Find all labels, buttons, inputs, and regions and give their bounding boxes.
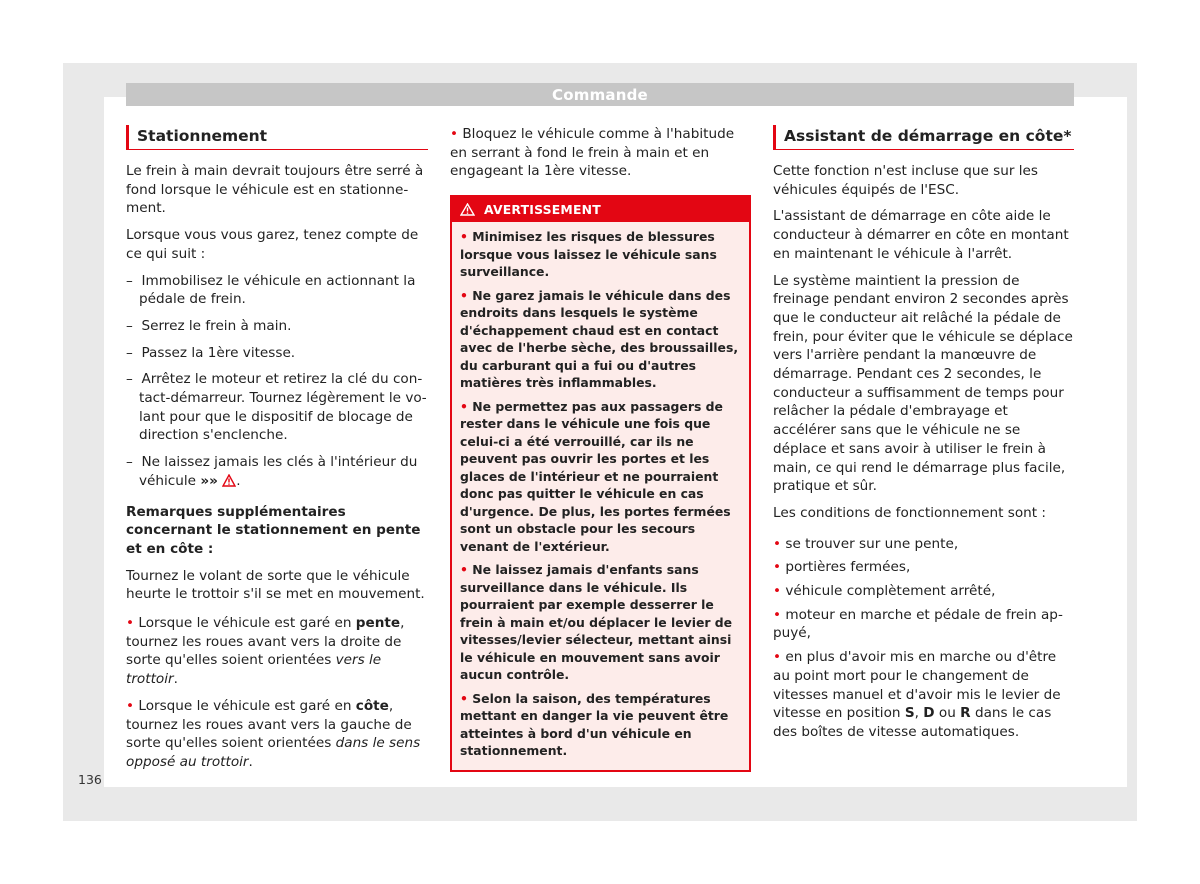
list-item: • Lorsque le véhicule est garé en côte, tournez les roues avant vers la gauche de sorte qu'elles soient orientées dans le sens opposé au trottoir. (126, 697, 421, 770)
heading-parking: Stationnement (126, 125, 428, 150)
warning-item: • Ne permettez pas aux passagers de rester dans le véhicule une fois que celui-ci a été verrouillé, car ils ne peuvent pas ouvrir les portes et les glaces de l'intérieur et ne pourraient donc pas quitter le véhicule en cas d'urgence. De plus, les portes fermées sont un obstacle pour les secours venant de l'extérieur. (460, 398, 731, 554)
paragraph: Lorsque vous vous garez, tenez compte de ce qui suit : (126, 227, 419, 262)
column-parking (126, 125, 428, 780)
paragraph: L'assistant de démarrage en côte aide le conducteur à démarrer en côte en montant en maintenant le véhicule à l'arrêt. (773, 208, 1069, 262)
list-item: • moteur en marche et pédale de frein appuyé, (773, 606, 1063, 642)
warning-title: AVERTISSEMENT (484, 202, 601, 218)
warning-box (450, 195, 751, 772)
list-item: – Immobilisez le véhicule en actionnant la pédale de frein. (126, 272, 416, 308)
paragraph: Tournez le volant de sorte que le véhicule heurte le trottoir s'il se met en mouvement. (126, 567, 425, 603)
heading-hill-start-assist: Assistant de démarrage en côte* (773, 125, 1074, 150)
section-header: Commande (126, 83, 1074, 106)
paragraph: Cette fonction n'est incluse que sur les véhicules équipés de l'ESC. (773, 163, 1038, 198)
list-item: • Bloquez le véhicule comme à l'habitude en serrant à fond le frein à main et en engageant la 1ère vitesse. (450, 126, 735, 180)
list-item: – Passez la 1ère vitesse. (126, 344, 296, 361)
list-item: • se trouver sur une pente, (773, 535, 959, 552)
bullet-dot-icon: • (126, 615, 135, 632)
warning-triangle-icon (460, 202, 475, 217)
list-item: • Lorsque le véhicule est garé en pente, tournez les roues avant vers la droite de sorte qu'elles soient orientées vers le trottoir. (126, 615, 405, 688)
list-item: – Ne laissez jamais les clés à l'intérieur du véhicule »» . (126, 454, 418, 489)
warning-header (452, 197, 749, 222)
page-number: 136 (78, 772, 102, 787)
list-item: • portières fermées, (773, 559, 911, 576)
list-item: – Serrez le frein à main. (126, 317, 292, 334)
warning-item: • Minimisez les risques de blessures lorsque vous laissez le véhicule sans surveillance. (460, 229, 717, 280)
continue-arrows: »» (200, 472, 218, 489)
warning-item: • Ne garez jamais le véhicule dans des endroits dans lesquels le système d'échappement chaud est en contact avec de l'herbe sèche, des broussailles, du carburant qui a fui ou d'autres matières très inflammables. (460, 287, 739, 391)
paragraph: Les conditions de fonctionnement sont : (773, 504, 1046, 521)
paragraph: Le système maintient la pression de freinage pendant environ 2 secondes après que le conducteur ait relâché la pédale de frein, pour éviter que le véhicule se déplace vers l'arrière pendant la manœuvre de démarrage. Pendant ces 2 secondes, le conducteur a suffisamment de temps pour relâcher la pédale d'embrayage et accélérer sans que le véhicule ne se déplace et sans avoir à utiliser le frein à main, ce qui rend le démarrage plus facile, pratique et sûr. (773, 272, 1073, 495)
bullet-dot-icon: • (126, 697, 135, 714)
warning-item: • Selon la saison, des températures mettant en danger la vie peuvent être atteintes à bord d'un véhicule en stationnement. (460, 690, 729, 759)
list-item: – Arrêtez le moteur et retirez la clé du contact-démarreur. Tournez légèrement le volant pour que le dispositif de blocage de direction s'enclenche. (126, 371, 427, 444)
warning-triangle-icon[interactable] (222, 473, 236, 489)
warning-body (452, 222, 749, 770)
subheading-slope: Remarques supplémentaires concernant le stationnement en pente et en côte : (126, 503, 421, 557)
list-item: • véhicule complètement arrêté, (773, 583, 996, 600)
list-item: • en plus d'avoir mis en marche ou d'être au point mort pour le changement de vitesses manuel et d'avoir mis le levier de vitesse en position S, D ou R dans le cas des boîtes de vitesse automatiques. (773, 649, 1061, 740)
warning-item: • Ne laissez jamais d'enfants sans surveillance dans le véhicule. Ils pourraient par exemple desserrer le frein à main et/ou déplacer le levier de vitesses/levier sélecteur, mettant ainsi le véhicule en mouvement sans avoir aucun contrôle. (460, 562, 733, 683)
bullet-dot-icon: • (450, 126, 459, 142)
paragraph: Le frein à main devrait toujours être serré à fond lorsque le véhicule est en stationnement. (126, 163, 424, 217)
column-hill-start-assist (773, 125, 1074, 747)
column-warning (450, 125, 751, 772)
